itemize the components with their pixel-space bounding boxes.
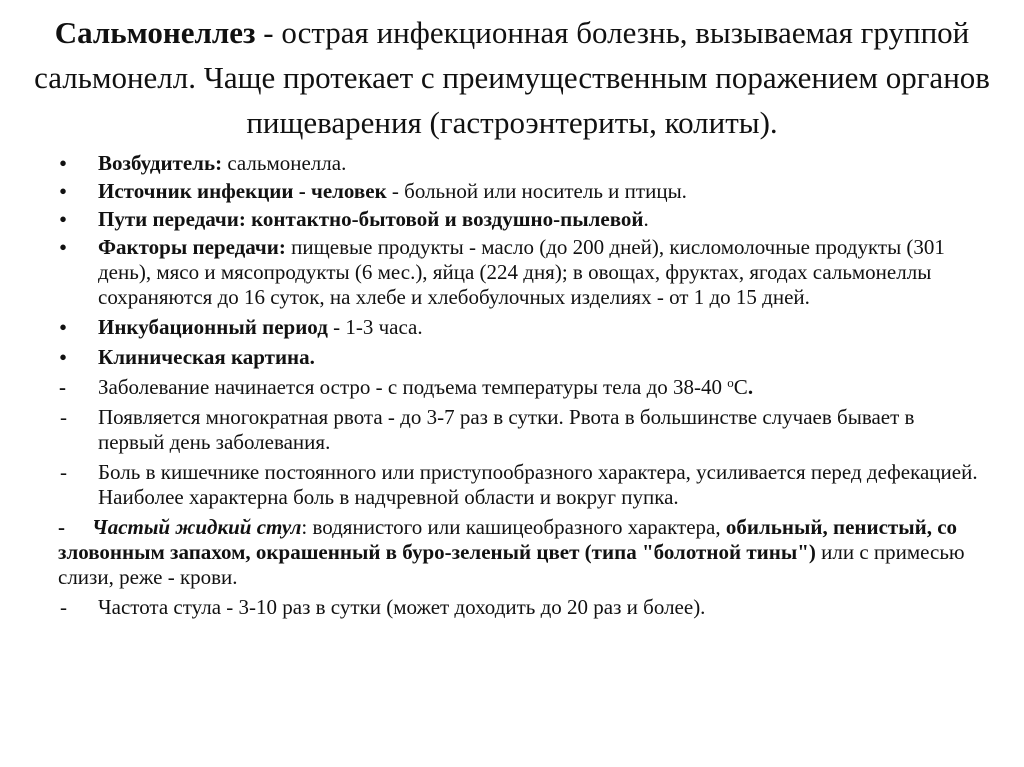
onset-unit: С xyxy=(733,375,748,399)
frequency-text: Частота стула - 3-10 раз в сутки (может доходить до 20 раз и более). xyxy=(98,595,706,619)
stool-label: Частый жидкий стул xyxy=(92,515,302,539)
list-item-factors xyxy=(58,235,978,310)
dash-marker: - xyxy=(60,405,67,429)
stool-bold: обильный, пенистый, со зловонным запахом, окрашенный в буро-зеленый цвет (типа "болотной тины") xyxy=(58,515,958,564)
factors-label: Факторы передачи: xyxy=(98,235,286,259)
dash-marker: - xyxy=(60,460,67,484)
onset-end: . xyxy=(747,375,754,399)
dash-marker: - xyxy=(60,595,67,619)
pathogen-text: сальмонелла. xyxy=(222,151,347,175)
factors-text: пищевые продукты - масло (до 200 дней), кисломолочные продукты (301 день), мясо и мясопродукты (6 мес.), яйца (224 дня); в овощах, фруктах, ягодах сальмонеллы сохраняются до 16 суток, на хлебе и хлебобулочных изделиях - от 1 до 15 дней. xyxy=(98,235,945,309)
incubation-text: - 1-3 часа. xyxy=(327,315,423,339)
stool-text-2: или с примесью слизи, реже - крови. xyxy=(58,540,965,589)
list-item-vomiting xyxy=(58,405,978,455)
bullet-marker: • xyxy=(59,235,68,260)
bullet-marker: • xyxy=(59,179,68,204)
list-item-pathogen xyxy=(58,151,978,176)
stool-text-1: : водянистого или кашицеобразного характера, xyxy=(301,515,726,539)
source-text: - больной или носитель и птицы. xyxy=(386,179,687,203)
list-item-onset xyxy=(58,375,978,400)
page-title xyxy=(20,10,1004,145)
dash-marker: - xyxy=(59,375,66,399)
bullet-marker: • xyxy=(59,345,68,370)
list-item-pain xyxy=(58,460,978,510)
onset-text: Заболевание начинается остро - с подъема температуры тела до 38-40 xyxy=(98,375,728,399)
bullet-marker: • xyxy=(59,315,68,340)
list-item-incubation xyxy=(58,315,978,340)
degree-sign: o xyxy=(727,375,734,390)
list-item-frequency xyxy=(58,595,978,620)
vomiting-text: Появляется многократная рвота - до 3-7 раз в сутки. Рвота в большинстве случаев бывает в первый день заболевания. xyxy=(98,405,915,454)
title-term: Сальмонеллез xyxy=(54,15,256,50)
clinical-label: Клиническая картина. xyxy=(98,345,315,369)
facts-list xyxy=(58,151,978,625)
pathogen-label: Возбудитель: xyxy=(98,151,223,175)
dash-marker: - xyxy=(58,515,65,539)
routes-label: Пути передачи: контактно-бытовой и воздушно-пылевой xyxy=(98,207,644,231)
incubation-label: Инкубационный период xyxy=(98,315,328,339)
pain-text: Боль в кишечнике постоянного или приступообразного характера, усиливается перед дефекацией. Наиболее характерна боль в надчревной области и вокруг пупка. xyxy=(98,460,978,509)
bullet-marker: • xyxy=(59,207,68,232)
list-item-routes xyxy=(58,207,978,232)
title-definition: - острая инфекционная болезнь, вызываемая группой сальмонелл. Чаще протекает с преимущественным поражением органов пищеварения (гастроэнтериты, колиты). xyxy=(34,15,990,140)
bullet-marker: • xyxy=(59,151,68,176)
routes-text: . xyxy=(643,207,649,231)
list-item-clinical xyxy=(58,345,978,370)
list-item-source xyxy=(58,179,978,204)
list-item-stool xyxy=(58,515,978,590)
source-label: Источник инфекции - человек xyxy=(98,179,387,203)
